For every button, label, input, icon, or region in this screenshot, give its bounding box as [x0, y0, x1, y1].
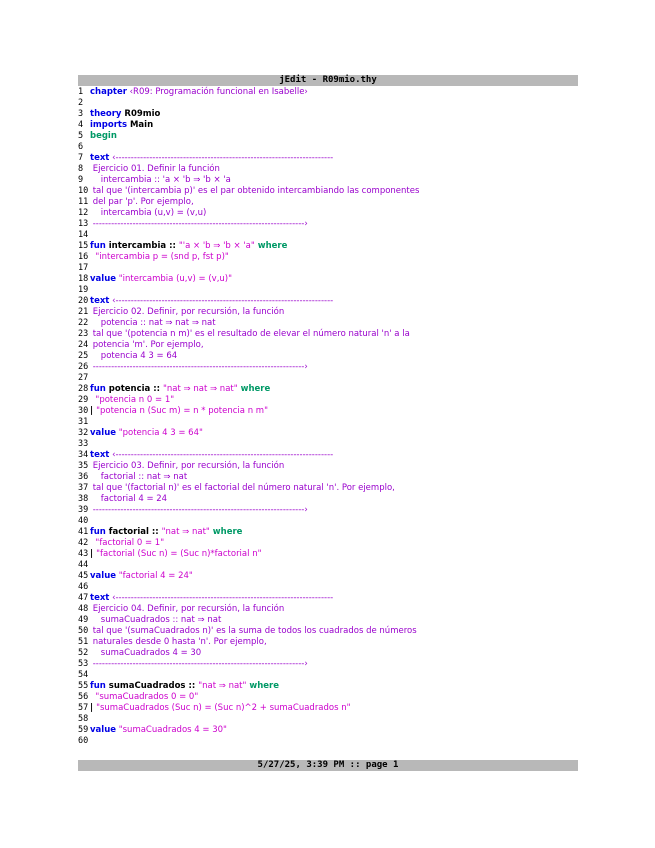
line-number: 15	[78, 241, 89, 251]
code-token: ---------------------------------------------------------------------›	[90, 219, 308, 229]
line-number: 36	[78, 472, 89, 482]
code-line	[78, 681, 578, 692]
code-line	[78, 549, 578, 560]
code-token: |	[90, 406, 97, 416]
code-line	[78, 153, 578, 164]
code-line	[78, 307, 578, 318]
code-token: Ejercicio 03. Definir, por recursión, la función	[90, 461, 285, 471]
line-text	[90, 615, 221, 626]
code-line	[78, 626, 578, 637]
line-text	[90, 571, 193, 582]
code-token: "nat ⇒ nat"	[161, 527, 210, 537]
code-line	[78, 714, 578, 725]
code-token: factorial 4 = 24	[90, 494, 168, 504]
line-text	[90, 87, 308, 98]
code-token: ---------------------------------------------------------------------›	[90, 362, 308, 372]
line-number: 47	[78, 593, 89, 603]
code-token: |	[90, 703, 97, 713]
code-token: text	[90, 153, 110, 163]
code-token: Main	[127, 120, 154, 130]
line-number: 11	[78, 197, 89, 207]
code-line	[78, 648, 578, 659]
code-line	[78, 263, 578, 274]
code-token: "sumaCuadrados (Suc n) = (Suc n)^2 + sumaCuadrados n"	[96, 703, 351, 713]
code-token: intercambia (u,v) = (v,u)	[90, 208, 207, 218]
code-token: R09mio	[121, 109, 161, 119]
page-footer: 5/27/25, 3:39 PM :: page 1	[78, 760, 578, 771]
line-number: 7	[78, 153, 84, 163]
code-listing	[78, 87, 578, 747]
line-number: 48	[78, 604, 89, 614]
code-line	[78, 461, 578, 472]
code-line	[78, 560, 578, 571]
line-text	[90, 472, 187, 483]
code-token: text	[90, 296, 110, 306]
code-line	[78, 593, 578, 604]
line-text	[90, 131, 117, 142]
line-number: 1	[78, 87, 84, 97]
code-token: Ejercicio 01. Definir la función	[90, 164, 220, 174]
code-line	[78, 296, 578, 307]
code-line	[78, 527, 578, 538]
code-token: "intercambia (u,v) = (v,u)"	[116, 274, 233, 284]
code-line	[78, 384, 578, 395]
line-number: 32	[78, 428, 89, 438]
line-number: 6	[78, 142, 84, 152]
line-number: 27	[78, 373, 89, 383]
code-token: where	[246, 681, 280, 691]
line-text	[90, 527, 242, 538]
code-line	[78, 175, 578, 186]
code-token: sumaCuadrados :: nat ⇒ nat	[90, 615, 222, 625]
line-number: 35	[78, 461, 89, 471]
line-number: 25	[78, 351, 89, 361]
line-text	[90, 549, 262, 560]
line-number: 30	[78, 406, 89, 416]
code-line	[78, 252, 578, 263]
code-token: "factorial (Suc n) = (Suc n)*factorial n"	[96, 549, 262, 559]
code-line	[78, 472, 578, 483]
code-line	[78, 538, 578, 549]
code-line	[78, 131, 578, 142]
line-number: 38	[78, 494, 89, 504]
code-token: sumaCuadrados 4 = 30	[90, 648, 202, 658]
line-number: 51	[78, 637, 89, 647]
line-number: 17	[78, 263, 89, 273]
code-line	[78, 395, 578, 406]
line-text	[90, 208, 206, 219]
line-text	[90, 241, 287, 252]
page-title: jEdit - R09mio.thy	[78, 75, 578, 86]
code-token: "factorial 4 = 24"	[116, 571, 193, 581]
line-number: 60	[78, 736, 89, 746]
code-token: "sumaCuadrados 4 = 30"	[116, 725, 227, 735]
line-number: 44	[78, 560, 89, 570]
line-number: 13	[78, 219, 89, 229]
line-text	[90, 637, 267, 648]
code-token: ‹-----------------------------------------------------------------------	[109, 593, 334, 603]
line-number: 43	[78, 549, 89, 559]
line-number: 21	[78, 307, 89, 317]
line-text	[90, 175, 231, 186]
code-token: chapter	[90, 87, 127, 97]
code-line	[78, 483, 578, 494]
line-number: 50	[78, 626, 89, 636]
code-token: |	[90, 549, 97, 559]
code-line	[78, 98, 578, 109]
code-token: where	[254, 241, 288, 251]
line-number: 8	[78, 164, 84, 174]
code-token: value	[90, 725, 117, 735]
code-token: tal que '(sumaCuadrados n)' es la suma de todos los cuadrados de números	[90, 626, 417, 636]
code-line	[78, 571, 578, 582]
code-line	[78, 505, 578, 516]
code-line	[78, 230, 578, 241]
code-token: sumaCuadrados ::	[105, 681, 199, 691]
code-line	[78, 450, 578, 461]
line-text	[90, 659, 308, 670]
line-number: 4	[78, 120, 84, 130]
line-number: 39	[78, 505, 89, 515]
code-line	[78, 120, 578, 131]
line-text	[90, 593, 333, 604]
line-number: 2	[78, 98, 84, 108]
line-text	[90, 318, 216, 329]
code-line	[78, 615, 578, 626]
line-number: 18	[78, 274, 89, 284]
code-token: value	[90, 571, 117, 581]
code-line	[78, 406, 578, 417]
line-number: 52	[78, 648, 89, 658]
line-text	[90, 450, 333, 461]
code-token: ‹-----------------------------------------------------------------------	[109, 450, 334, 460]
line-number: 16	[78, 252, 89, 262]
line-text	[90, 274, 232, 285]
code-token: "'a × 'b ⇒ 'b × 'a"	[178, 241, 255, 251]
code-token: naturales desde 0 hasta 'n'. Por ejemplo,	[90, 637, 267, 647]
line-number: 45	[78, 571, 89, 581]
line-text	[90, 362, 308, 373]
code-token: value	[90, 274, 117, 284]
line-text	[90, 604, 284, 615]
code-line	[78, 340, 578, 351]
code-token: ‹-----------------------------------------------------------------------	[109, 153, 334, 163]
line-number: 23	[78, 329, 89, 339]
code-token: ---------------------------------------------------------------------›	[90, 659, 308, 669]
code-line	[78, 318, 578, 329]
line-number: 9	[78, 175, 84, 185]
line-text	[90, 340, 204, 351]
line-number: 5	[78, 131, 84, 141]
line-text	[90, 461, 284, 472]
code-token: where	[237, 384, 271, 394]
code-line	[78, 274, 578, 285]
line-number: 31	[78, 417, 89, 427]
code-line	[78, 494, 578, 505]
line-number: 57	[78, 703, 89, 713]
line-number: 58	[78, 714, 89, 724]
line-number: 40	[78, 516, 89, 526]
line-number: 10	[78, 186, 89, 196]
line-text	[90, 186, 419, 197]
code-line	[78, 208, 578, 219]
line-text	[90, 626, 417, 637]
code-line	[78, 659, 578, 670]
line-number: 19	[78, 285, 89, 295]
code-line	[78, 439, 578, 450]
code-token: potencia :: nat ⇒ nat ⇒ nat	[90, 318, 216, 328]
code-token: "nat ⇒ nat ⇒ nat"	[162, 384, 238, 394]
code-token: del par 'p'. Por ejemplo,	[90, 197, 194, 207]
code-line	[78, 142, 578, 153]
line-number: 46	[78, 582, 89, 592]
code-line	[78, 604, 578, 615]
code-token: imports	[90, 120, 128, 130]
code-line	[78, 703, 578, 714]
code-token: tal que '(potencia n m)' es el resultado de elevar el número natural 'n' a la	[90, 329, 410, 339]
code-line	[78, 582, 578, 593]
line-number: 55	[78, 681, 89, 691]
line-text	[90, 703, 351, 714]
line-number: 20	[78, 296, 89, 306]
line-number: 41	[78, 527, 89, 537]
code-token: text	[90, 593, 110, 603]
line-number: 24	[78, 340, 89, 350]
code-token: potencia ::	[105, 384, 163, 394]
code-token: potencia 'm'. Por ejemplo,	[90, 340, 204, 350]
code-line	[78, 670, 578, 681]
code-token: ‹-----------------------------------------------------------------------	[109, 296, 334, 306]
code-token: text	[90, 450, 110, 460]
code-line	[78, 516, 578, 527]
line-text	[90, 395, 174, 406]
line-number: 12	[78, 208, 89, 218]
code-token: potencia 4 3 = 64	[90, 351, 178, 361]
line-number: 37	[78, 483, 89, 493]
code-line	[78, 186, 578, 197]
line-text	[90, 164, 220, 175]
line-text	[90, 505, 308, 516]
code-token: tal que '(intercambia p)' es el par obtenido intercambiando las componentes	[90, 186, 420, 196]
code-line	[78, 164, 578, 175]
code-line	[78, 692, 578, 703]
line-text	[90, 692, 198, 703]
code-line	[78, 351, 578, 362]
line-text	[90, 109, 160, 120]
line-number: 33	[78, 439, 89, 449]
line-number: 54	[78, 670, 89, 680]
line-text	[90, 219, 308, 230]
code-token: value	[90, 428, 117, 438]
code-line	[78, 109, 578, 120]
line-text	[90, 252, 229, 263]
code-token: fun	[90, 241, 106, 251]
line-number: 14	[78, 230, 89, 240]
code-line	[78, 219, 578, 230]
line-text	[90, 120, 153, 131]
code-token: intercambia ::	[105, 241, 179, 251]
code-token: fun	[90, 527, 106, 537]
code-line	[78, 637, 578, 648]
code-line	[78, 329, 578, 340]
line-text	[90, 494, 167, 505]
code-token: begin	[90, 131, 117, 141]
line-number: 28	[78, 384, 89, 394]
code-token: "factorial 0 = 1"	[90, 538, 165, 548]
line-text	[90, 329, 410, 340]
code-token: fun	[90, 384, 106, 394]
line-number: 49	[78, 615, 89, 625]
code-token: ‹R09: Programación funcional en Isabelle›	[126, 87, 308, 97]
code-token: factorial ::	[105, 527, 162, 537]
line-number: 26	[78, 362, 89, 372]
code-token: ---------------------------------------------------------------------›	[90, 505, 308, 515]
code-token: theory	[90, 109, 122, 119]
code-line	[78, 362, 578, 373]
code-line	[78, 428, 578, 439]
line-text	[90, 153, 333, 164]
code-token: Ejercicio 04. Definir, por recursión, la función	[90, 604, 285, 614]
line-text	[90, 384, 270, 395]
code-token: "potencia n 0 = 1"	[90, 395, 175, 405]
line-number: 42	[78, 538, 89, 548]
code-line	[78, 725, 578, 736]
code-token: fun	[90, 681, 106, 691]
line-number: 59	[78, 725, 89, 735]
code-token: Ejercicio 02. Definir, por recursión, la función	[90, 307, 285, 317]
line-text	[90, 681, 279, 692]
line-text	[90, 406, 268, 417]
code-token: "potencia n (Suc m) = n * potencia n m"	[96, 406, 268, 416]
line-text	[90, 197, 194, 208]
code-token: "intercambia p = (snd p, fst p)"	[90, 252, 229, 262]
code-line	[78, 241, 578, 252]
line-text	[90, 351, 177, 362]
code-token: tal que '(factorial n)' es el factorial del número natural 'n'. Por ejemplo,	[90, 483, 395, 493]
line-text	[90, 648, 201, 659]
line-text	[90, 725, 227, 736]
code-line	[78, 285, 578, 296]
line-number: 53	[78, 659, 89, 669]
code-token: "nat ⇒ nat"	[198, 681, 247, 691]
code-line	[78, 736, 578, 747]
line-number: 56	[78, 692, 89, 702]
line-number: 3	[78, 109, 84, 119]
code-token: "sumaCuadrados 0 = 0"	[90, 692, 199, 702]
code-line	[78, 87, 578, 98]
code-token: factorial :: nat ⇒ nat	[90, 472, 188, 482]
line-text	[90, 483, 395, 494]
line-number: 22	[78, 318, 89, 328]
code-line	[78, 197, 578, 208]
line-text	[90, 296, 333, 307]
code-token: where	[209, 527, 243, 537]
code-token: intercambia :: 'a × 'b ⇒ 'b × 'a	[90, 175, 231, 185]
code-token: "potencia 4 3 = 64"	[116, 428, 203, 438]
code-line	[78, 373, 578, 384]
line-text	[90, 428, 203, 439]
code-line	[78, 417, 578, 428]
line-number: 34	[78, 450, 89, 460]
line-number: 29	[78, 395, 89, 405]
line-text	[90, 307, 284, 318]
line-text	[90, 538, 164, 549]
